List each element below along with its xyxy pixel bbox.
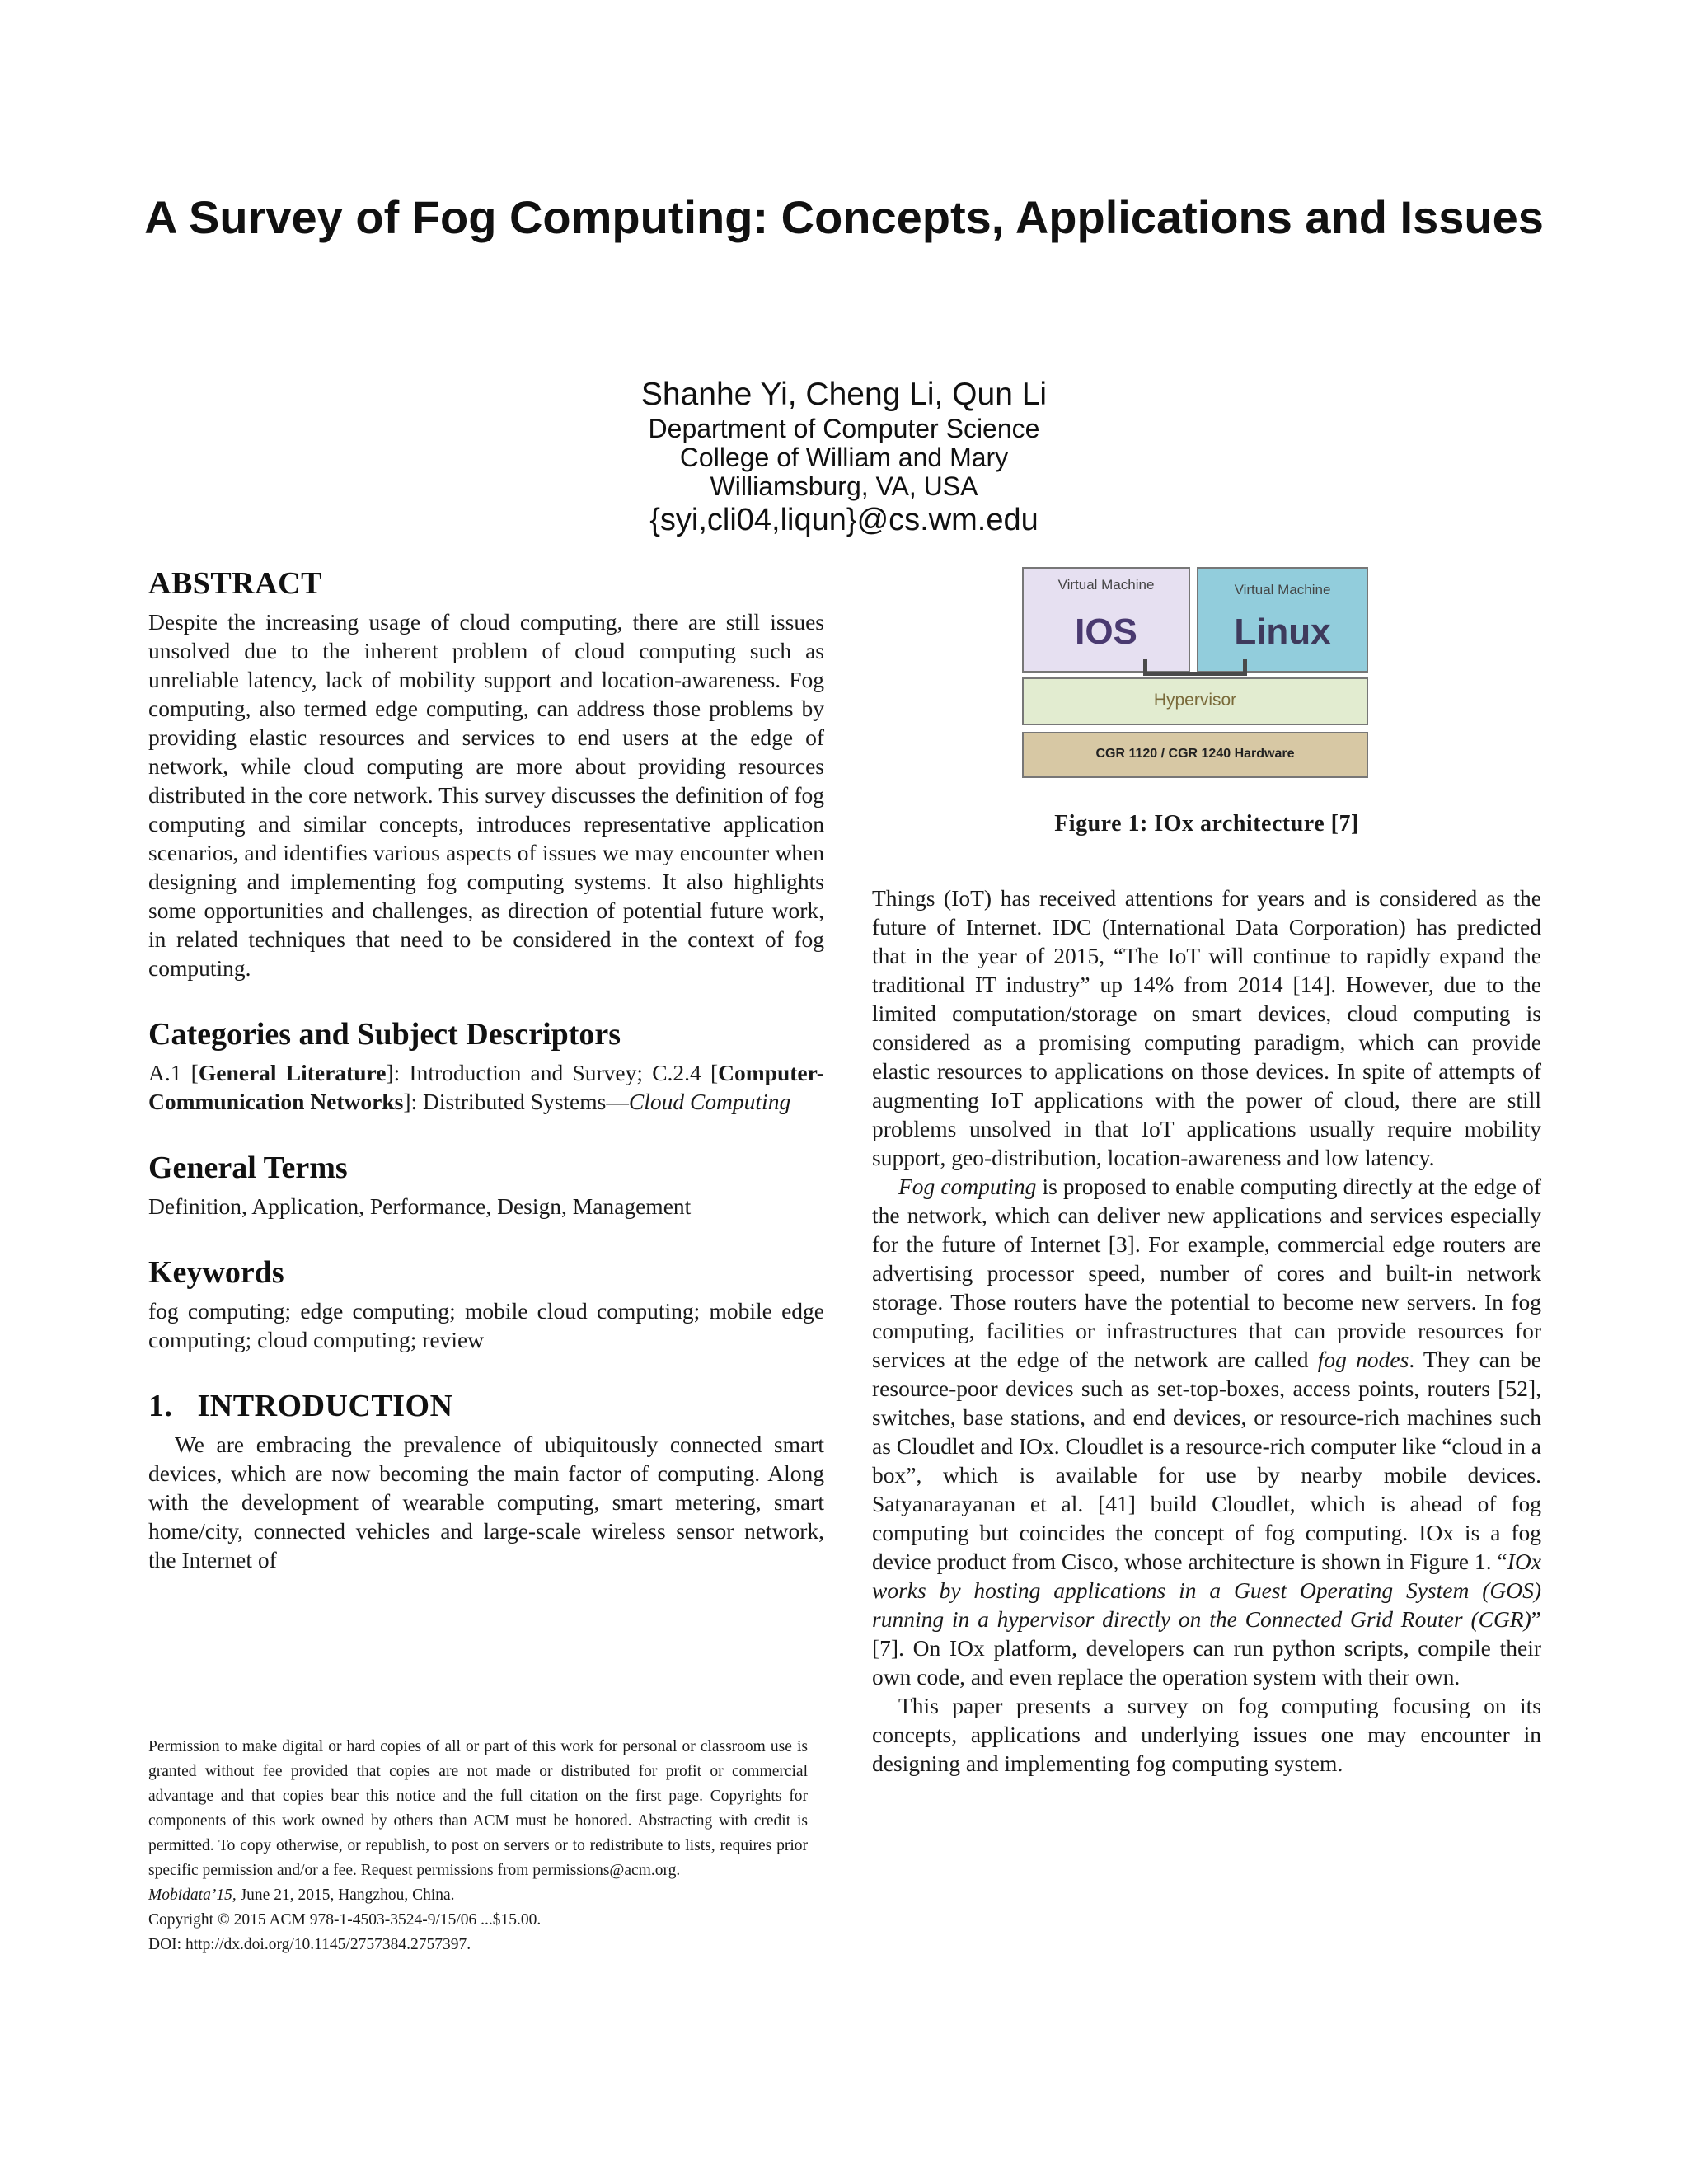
author-college: College of William and Mary <box>679 443 1009 472</box>
general-terms-text: Definition, Application, Performance, Design, Management <box>148 1193 692 1219</box>
right-paragraph-1: Things (IoT) has received attentions for years and is considered as the future of Internet. IDC (International Data Corporation) has predicted that in the year of 2015, “The IoT will continue to rapidly expand the traditional IT industry” up 14% from 2014 [14]. However, due to the limited computation/storage on smart devices, cloud computing is considered as a promising computing paradigm, which can provide elastic resources to applications on those devices. In spite of attempts of augmenting IoT applications with the power of cloud, there are still problems unsolved in that IoT applications usually require mobility support, geo-distribution, location-awareness and low latency. <box>872 885 1541 1170</box>
hypervisor-label: Hypervisor <box>1153 691 1237 710</box>
hypervisor-box <box>1022 677 1368 725</box>
author-email: {syi,cli04,liqun}@cs.wm.edu <box>649 503 1039 537</box>
author-department: Department of Computer Science <box>648 414 1040 443</box>
copyright-line: Copyright © 2015 ACM 978-1-4503-3524-9/15/06 ...$15.00. <box>148 1911 542 1929</box>
keywords-heading: Keywords <box>148 1255 284 1290</box>
paragraph-segment: ” [7]. On IOx platform, developers can run python scripts, compile their own code, and even replace the operation system with their own. <box>872 1606 1541 1690</box>
term-italic: fog nodes <box>1317 1347 1409 1372</box>
hardware-label: CGR 1120 / CGR 1240 Hardware <box>1095 747 1295 761</box>
vm-ios-box <box>1022 567 1190 673</box>
abstract-text: Despite the increasing usage of cloud computing, there are still issues unsolved due to the inherent problem of cloud computing such as unreliable latency, lack of mobility support and location-awareness. Fog computing, also termed edge computing, can address those problems by providing elastic resources and services to end users at the edge of network, while cloud computing are more about providing resources distributed in the core network. This survey discusses the definition of fog computing and similar concepts, introduces representative application scenarios, and identifies various aspects of issues we may encounter when designing and implementing fog computing systems. It also highlights some opportunities and challenges, as direction of potential future work, in related techniques that need to be considered in the context of fog computing. <box>148 609 824 981</box>
vm-label: Virtual Machine <box>1234 582 1331 598</box>
right-paragraph-2 <box>872 1172 1541 1691</box>
categories-bold: Computer-Communication Networks <box>148 1060 824 1114</box>
left-column <box>148 565 824 1574</box>
right-paragraph-3: This paper presents a survey on fog computing focusing on its concepts, applications and underlying issues one may encounter in designing and implementing fog computing system. <box>872 1693 1541 1776</box>
vm-linux-box <box>1197 567 1368 673</box>
figure-caption: Figure 1: IOx architecture [7] <box>1054 811 1359 837</box>
general-terms-heading: General Terms <box>148 1151 348 1185</box>
venue-line <box>148 1883 808 1908</box>
quote-italic: IOx works by hosting applications in a Guest Operating System (GOS) running in a hypervisor directly on the Connected Grid Router (CGR) <box>872 1549 1541 1632</box>
author-location: Williamsburg, VA, USA <box>710 471 978 501</box>
keywords-text: fog computing; edge computing; mobile cloud computing; mobile edge computing; cloud computing; review <box>148 1298 824 1352</box>
abstract-heading: ABSTRACT <box>148 566 322 601</box>
categories-heading: Categories and Subject Descriptors <box>148 1017 621 1052</box>
iox-architecture-figure <box>1022 567 1376 781</box>
categories-italic: Cloud Computing <box>628 1089 791 1114</box>
term-italic: Fog computing <box>898 1174 1037 1199</box>
venue-name: Mobidata’15, <box>148 1886 237 1904</box>
categories-part: ]: Distributed Systems— <box>403 1089 629 1114</box>
categories-text <box>148 1058 824 1116</box>
introduction-paragraph: We are embracing the prevalence of ubiquitously connected smart devices, which are now becoming the main factor of computing. Along with the development of wearable computing, smart metering, smart home/city, connected vehicles and large-scale wireless sensor network, the Internet of <box>148 1432 824 1572</box>
vm-label: Virtual Machine <box>1057 577 1155 593</box>
right-column <box>872 883 1541 1778</box>
permission-text: Permission to make digital or hard copies of all or part of this work for personal or classroom use is granted without fee provided that copies are not made or distributed for profit or commercial advantage and that copies bear this notice and the full citation on the first page. Copyrights for components of this work owned by others than ACM must be honored. Abstracting with credit is permitted. To copy otherwise, or republish, to post on servers or to redistribute to lists, requires prior specific permission and/or a fee. Request permissions from permissions@acm.org. <box>148 1738 808 1879</box>
author-names: Shanhe Yi, Cheng Li, Qun Li <box>640 377 1048 412</box>
introduction-heading: 1. INTRODUCTION <box>148 1389 453 1423</box>
doi-line: DOI: http://dx.doi.org/10.1145/2757384.2757397. <box>148 1936 471 1953</box>
hardware-box <box>1022 732 1368 778</box>
permission-notice <box>148 1735 808 1957</box>
paper-title: A Survey of Fog Computing: Concepts, Applications and Issues <box>144 191 1544 243</box>
paragraph-segment: . They can be resource-poor devices such as set-top-boxes, access points, routers [52], switches, base stations, and end devices, or resource-rich machines such as Cloudlet and IOx. Cloudlet is a resource-rich computer like “cloud in a box”, which is available for use by nearby mobile devices. Satyanarayanan et al. [41] build Cloudlet, which is ahead of fog computing but coincides the concept of fog computing. IOx is a fog device product from Cisco, whose architecture is shown in Figure 1. “ <box>872 1347 1541 1574</box>
vm-name: Linux <box>1234 612 1331 652</box>
connector-bracket <box>1143 659 1247 676</box>
categories-bold: General Literature <box>198 1060 387 1085</box>
venue-details: June 21, 2015, Hangzhou, China. <box>236 1886 455 1904</box>
author-block <box>514 375 1174 539</box>
categories-part: A.1 [ <box>148 1060 199 1085</box>
vm-name: IOS <box>1075 612 1137 652</box>
categories-part: ]: Introduction and Survey; C.2.4 [ <box>386 1060 719 1085</box>
paragraph-segment: is proposed to enable computing directly at the edge of the network, which can deliver new applications and services especially for the future of Internet [3]. For example, commercial edge routers are advertising processor speed, number of cores and built-in network storage. Those routers have the potential to become new servers. In fog computing, facilities or infrastructures that can provide resources for services at the edge of the network are called <box>872 1174 1541 1372</box>
